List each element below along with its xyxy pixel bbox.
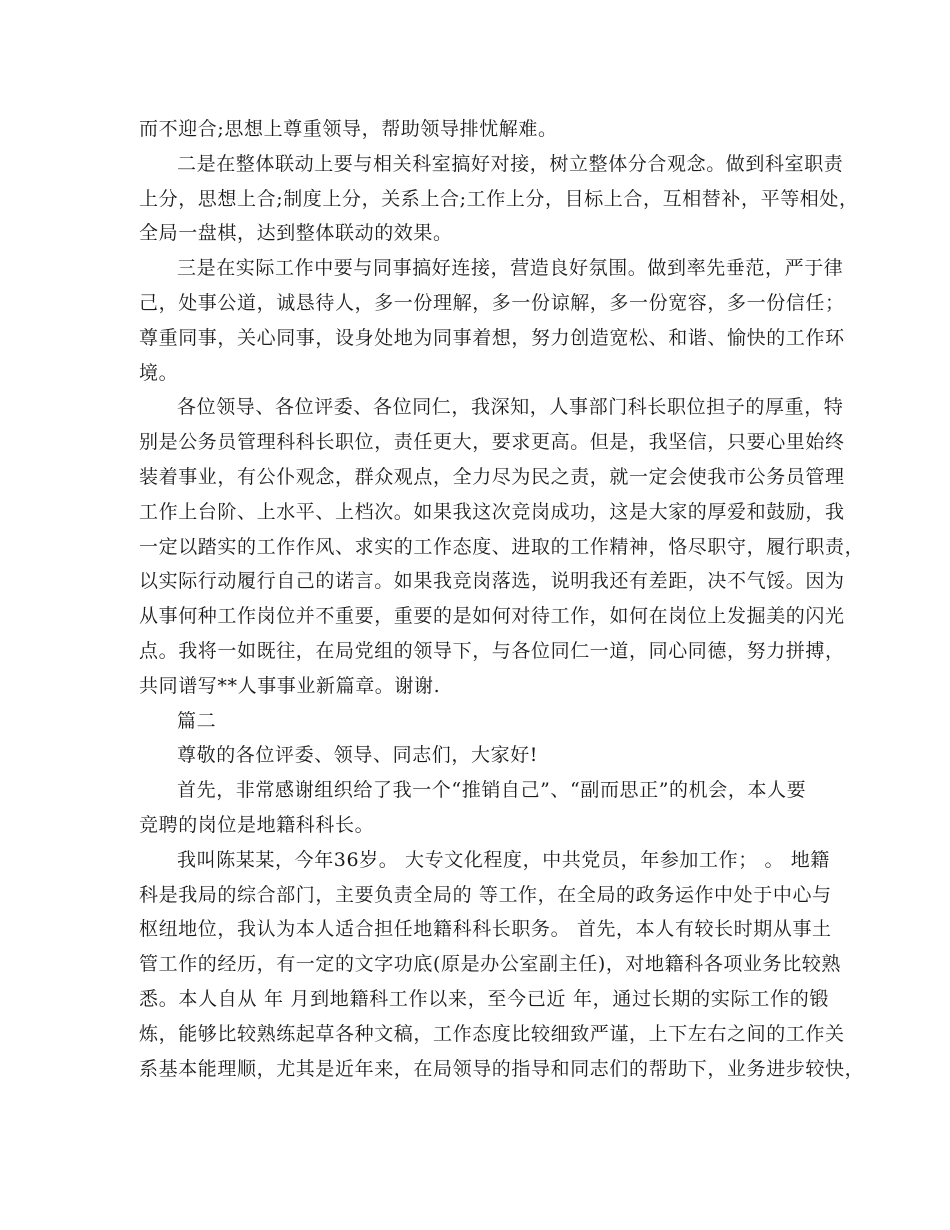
text-line: 一定以踏实的工作作风、求实的工作态度、进取的工作精神，恪尽职守，履行职责， — [139, 535, 865, 558]
text-line: 三是在实际工作中要与同事搞好连接，营造良好氛围。做到率先垂范，严于律 — [177, 257, 844, 280]
text-line: 尊重同事，关心同事，设身处地为同事着想，努力创造宽松、和谐、愉快的工作环 — [139, 326, 845, 349]
text-line: 别是公务员管理科科长职位，责任更大，要求更高。但是，我坚信，只要心里始终 — [139, 431, 845, 454]
text-line: 竞聘的岗位是地籍科科长。 — [139, 813, 375, 836]
document-body — [139, 112, 865, 1086]
text-line: 装着事业，有公仆观念，群众观点，全力尽为民之责，就一定会使我市公务员管理 — [139, 465, 845, 488]
salutation-line: 尊敬的各位评委、领导、同志们，大家好! — [177, 744, 539, 767]
text-line: 悉。本人自从 年 月到地籍科工作以来，至今已近 年，通过长期的实际工作的锻 — [139, 987, 829, 1010]
text-line: 科是我局的综合部门，主要负责全局的 等工作，在全局的政务运作中处于中心与 — [139, 883, 832, 906]
text-line: 己，处事公道，诚恳待人，多一份理解，多一份谅解，多一份宽容，多一份信任； — [139, 291, 845, 314]
text-line: 枢纽地位，我认为本人适合担任地籍科科长职务。 首先，本人有较长时期从事土 — [139, 918, 832, 941]
text-line: 从事何种工作岗位并不重要，重要的是如何对待工作，如何在岗位上发掘美的闪光 — [139, 605, 845, 628]
text-line: 二是在整体联动上要与相关科室搞好对接，树立整体分合观念。做到科室职责 — [177, 152, 844, 175]
text-line: 上分，思想上合;制度上分，关系上合;工作上分，目标上合，互相替补，平等相处， — [139, 187, 859, 210]
text-line: 我叫陈某某，今年36岁。 大专文化程度，中共党员，年参加工作； 。 地籍 — [177, 848, 830, 871]
text-line: 而不迎合;思想上尊重领导，帮助领导排忧解难。 — [139, 118, 558, 140]
text-line: 系基本能理顺，尤其是近年来，在局领导的指导和同志们的帮助下，业务进步较快， — [139, 1057, 865, 1080]
text-line: 境。 — [139, 361, 179, 384]
text-line: 炼，能够比较熟练起草各种文稿，工作态度比较细致严谨，上下左右之间的工作关 — [139, 1022, 845, 1045]
text-line: 工作上台阶、上水平、上档次。如果我这次竞岗成功，这是大家的厚爱和鼓励，我 — [139, 500, 845, 523]
text-line: 全局一盘棋，达到整体联动的效果。 — [139, 222, 453, 245]
text-line: 首先，非常感谢组织给了我一个“推销自己”、“副而思正”的机会，本人要 — [177, 779, 807, 802]
text-line: 共同谱写**人事事业新篇章。谢谢. — [139, 674, 441, 697]
text-line: 管工作的经历，有一定的文字功底(原是办公室副主任)，对地籍科各项业务比较熟 — [139, 953, 842, 976]
section-heading: 篇二 — [177, 709, 217, 732]
text-line: 各位领导、各位评委、各位同仁，我深知，人事部门科长职位担子的厚重，特 — [177, 396, 844, 419]
text-line: 以实际行动履行自己的诺言。如果我竞岗落选，说明我还有差距，决不气馁。因为 — [139, 570, 845, 593]
text-line: 点。我将一如既往，在局党组的领导下，与各位同仁一道，同心同德，努力拼搏， — [139, 639, 845, 662]
